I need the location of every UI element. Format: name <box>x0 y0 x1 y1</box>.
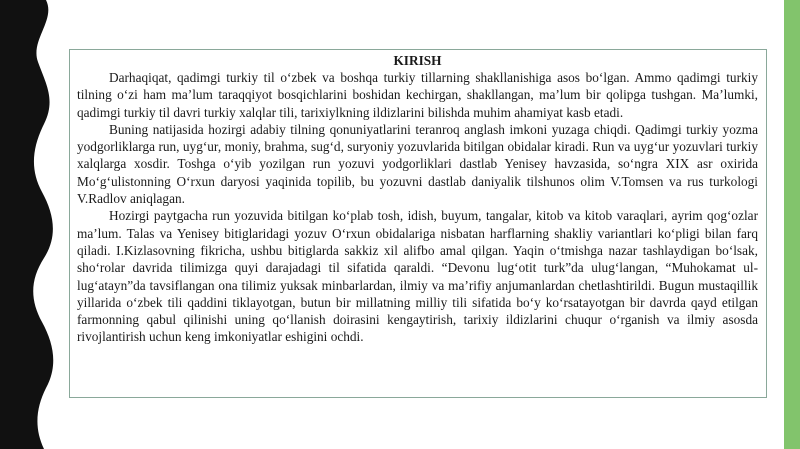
section-heading: KIRISH <box>393 53 442 68</box>
right-green-stripe <box>784 0 800 449</box>
paragraph-2: Buning natijasida hozirgi adabiy tilning qonuniyatlarini teranroq anglash imkoni yuzaga chiqdi. Qadimgi turkiy yozma yodgorliklarga run, uyg‘ur, moniy, brahma, sug‘d, suryoniy yozuvlarida bitilgan obidalar kiradi. Run va uyg‘ur yozuvlari turkiy xalqlarga xosdir. Toshga o‘yib yozilgan run yozuvi yodgorliklari dastlab Yenisey havzasida, so‘ngra XIX asr oxirida Mo‘g‘ulistonning O‘rxun daryosi yaqinida topilib, bu yozuvni dastlab daniyalik tilshunos olim V.Tomsen va rus turkologi V.Radlov aniqlagan. <box>77 121 758 207</box>
text-frame <box>69 49 767 398</box>
paragraph-1: Darhaqiqat, qadimgi turkiy til o‘zbek va boshqa turkiy tillarning shakllanishiga asos bo‘lgan. Ammo qadimgi turkiy tilning o‘zi ham ma’lum taraqqiyot bosqichlarini boshidan kechirgan, shakllangan, ma’lum bir qolipga tushgan. Ma’lumki, qadimgi turkiy til davri turkiy xalqlar tili, tarixiylkning ildizlarini bilishda muhim ahamiyat kasb etadi. <box>77 70 758 120</box>
paragraph-3: Hozirgi paytgacha run yozuvida bitilgan ko‘plab tosh, idish, buyum, tangalar, kitob va kitob varaqlari, ayrim qog‘ozlar ma’lum. Talas va Yenisey bitiglaridagi yozuv O‘rxun obidalariga nisbatan harflarning shakliy variantlari ko‘pligi bilan farq qiladi. I.Kizlasovning fikricha, ushbu bitiglarda sakkiz xil alifbo amal qilgan. Yaqin o‘tmishga nazar tashlaydigan bo‘lsak, sho‘rolar davrida tilimizga quyi darajadagi til sifatida qaraldi. “Devonu lug‘otit turk”da ulug‘langan, “Muhokamat ul-lug‘atayn”da tavsiflangan ona tilimiz yuksak minbarlardan, ilmiy va ma’rifiy anjumanlardan chetlashtirildi. Bugun mustaqillik yillarida o‘zbek tili qaddini tiklayotgan, butun bir millatning milliy tili sifatida bo‘y ko‘rsatayotgan bir davrda qayd etilgan farmonning qabul qilinishi uning qo‘llanish doirasini kengaytirish, tarixiy ildizlarini chuqur o‘rganish va ilmiy asosda rivojlantirish uchun keng imkoniyatlar eshigini ochdi. <box>77 208 758 345</box>
left-wavy-decoration <box>0 0 70 449</box>
